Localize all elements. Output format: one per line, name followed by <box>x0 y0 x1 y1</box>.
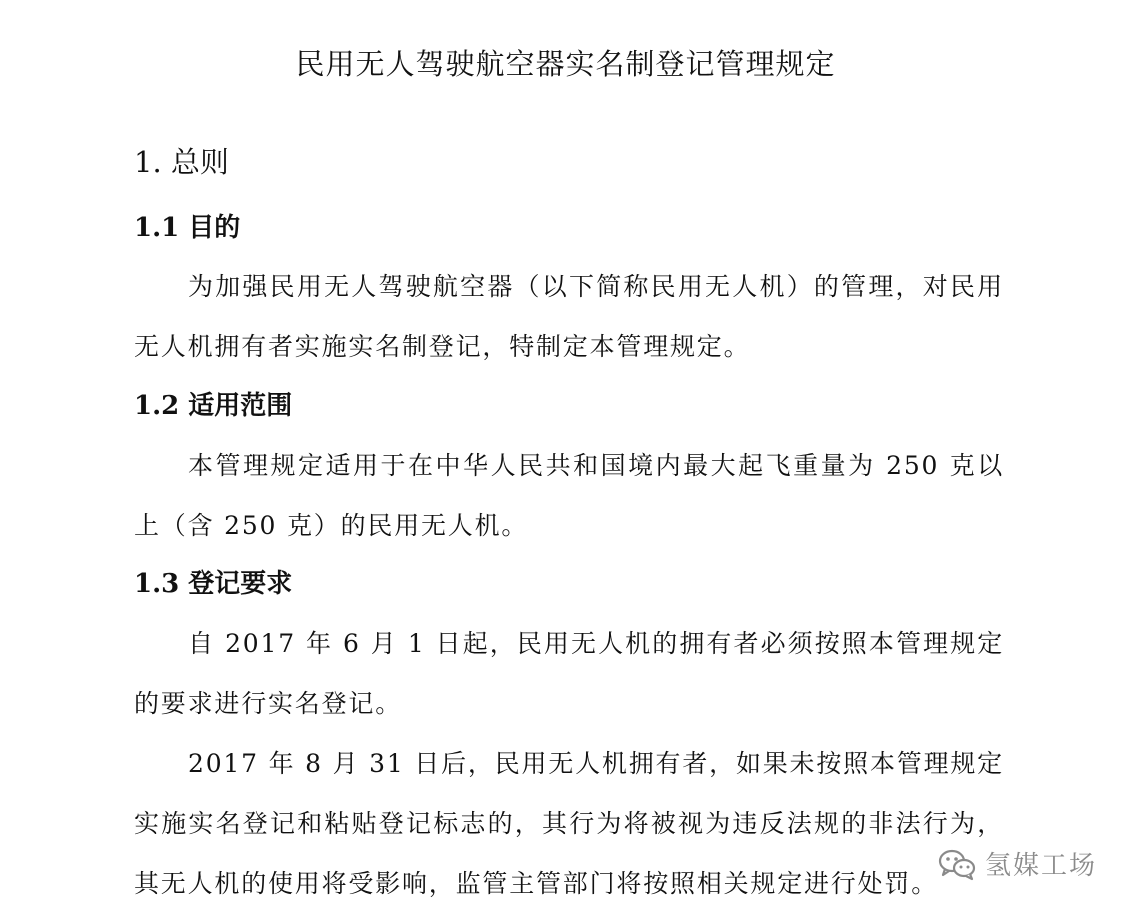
watermark-text: 氢媒工场 <box>984 851 1097 881</box>
paragraph-registration-penalty: 2017 年 8 月 31 日后，民用无人机拥有者，如果未按照本管理规定实施实名登记和粘贴登记标志的，其行为将被视为违反法规的非法行为，其无人机的使用将受影响，监管主管部门将按照相关规定进行处罚。 <box>134 749 1004 898</box>
section-heading-registration-requirements: 1.3 登记要求 <box>134 569 293 599</box>
section-heading-general: 1. 总则 <box>134 145 229 179</box>
watermark <box>937 845 1097 882</box>
document-title: 民用无人驾驶航空器实名制登记管理规定 <box>295 47 836 81</box>
paragraph-scope: 本管理规定适用于在中华人民共和国境内最大起飞重量为 250 克以上（含 250 克）的民用无人机。 <box>134 451 1004 540</box>
wechat-icon <box>937 847 977 881</box>
section-heading-scope: 1.2 适用范围 <box>134 391 293 421</box>
section-heading-purpose: 1.1 目的 <box>134 213 241 243</box>
paragraph-purpose: 为加强民用无人驾驶航空器（以下简称民用无人机）的管理，对民用无人机拥有者实施实名制登记，特制定本管理规定。 <box>134 272 1004 361</box>
paragraph-registration-start: 自 2017 年 6 月 1 日起，民用无人机的拥有者必须按照本管理规定的要求进行实名登记。 <box>134 629 1004 718</box>
